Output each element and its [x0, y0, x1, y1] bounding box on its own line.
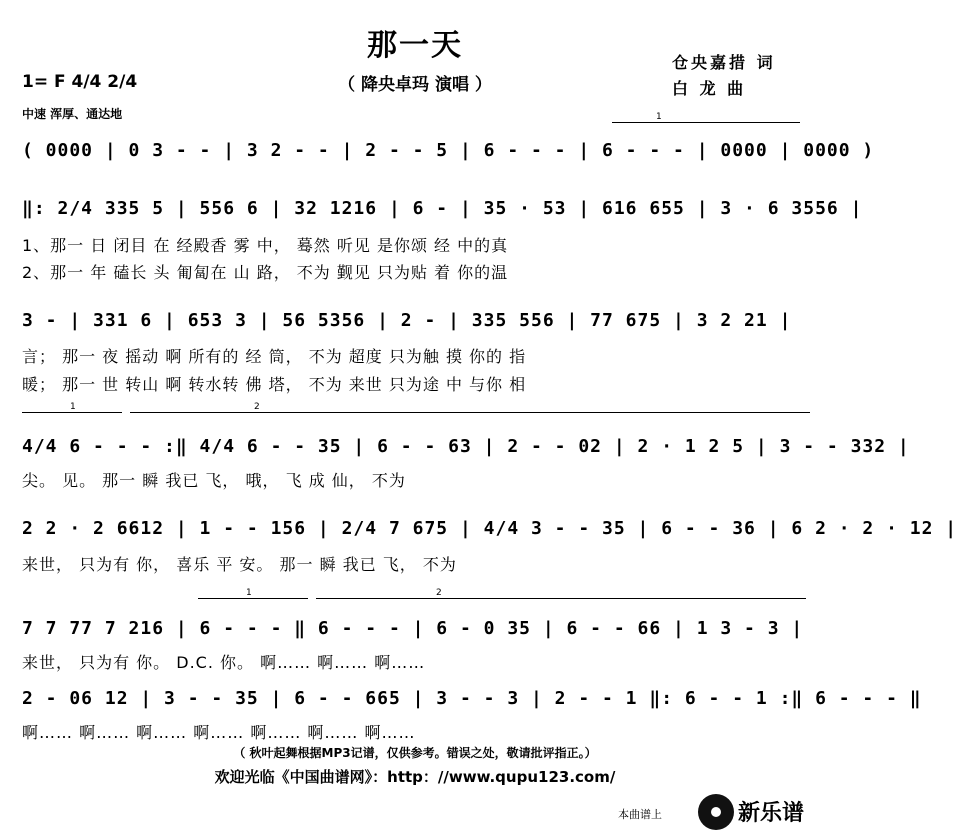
score-line: ( 0000 | 0 3 - - | 3 2 - - | 2 - - 5 | 6 - - - | 6 - - - | 0000 | 0000 ) — [22, 140, 875, 161]
performer: （ 降央卓玛 演唱 ） — [338, 75, 492, 95]
composer: 白 龙 曲 — [672, 79, 747, 98]
footer-text: 本曲谱上 — [618, 808, 662, 821]
repeat-label: 1 — [70, 402, 76, 412]
lyric-line: 来世， 只为有 你。 D.C. 你。 啊…… 啊…… 啊…… — [22, 653, 426, 672]
lyric-line: 2、那一 年 磕长 头 匍匐在 山 路， 不为 觐见 只为贴 着 你的温 — [22, 263, 509, 282]
lyric-line: 言； 那一 夜 摇动 啊 所有的 经 筒， 不为 超度 只为触 摸 你的 指 — [22, 347, 527, 366]
site-link[interactable]: 欢迎光临《中国曲谱网》：http：//www.qupu123.com/ — [214, 768, 616, 786]
score-line: 7 7 77 7 216 | 6 - - - ‖ 6 - - - | 6 - 0 35 | 6 - - 66 | 1 3 - 3 | — [22, 618, 804, 639]
lyricist: 仓央嘉措 词 — [672, 53, 776, 72]
repeat-bracket — [612, 122, 800, 124]
lyric-line: 来世， 只为有 你， 喜乐 平 安。 那一 瞬 我已 飞， 不为 — [22, 555, 457, 574]
repeat-bracket — [316, 598, 806, 600]
repeat-bracket — [22, 412, 122, 414]
tempo-marking: 中速 浑厚、通达地 — [22, 107, 123, 121]
repeat-label: 1 — [656, 112, 662, 122]
lyric-line: 啊…… 啊…… 啊…… 啊…… 啊…… 啊…… 啊…… — [22, 723, 416, 742]
lyric-line: 尖。 见。 那一 瞬 我已 飞， 哦， 飞 成 仙， 不为 — [22, 471, 406, 490]
repeat-label: 2 — [436, 588, 442, 598]
repeat-bracket — [198, 598, 308, 600]
score-line: 2 2 · 2 6612 | 1 - - 156 | 2/4 7 675 | 4/4 3 - - 35 | 6 - - 36 | 6 2 · 2 · 12 | — [22, 518, 957, 539]
lyric-line: 暖； 那一 世 转山 啊 转水转 佛 塔， 不为 来世 只为途 中 与你 相 — [22, 375, 527, 394]
transcription-note: （ 秋叶起舞根据MP3记谱，仅供参考。错误之处，敬请批评指正。） — [233, 746, 597, 760]
key-signature: 1= F 4/4 2/4 — [22, 72, 138, 92]
record-logo-center — [711, 807, 721, 817]
score-line: ‖: 2/4 335 5 | 556 6 | 32 1216 | 6 - | 35 · 53 | 616 655 | 3 · 6 3556 | — [22, 198, 863, 219]
song-title: 那一天 — [367, 28, 463, 63]
score-line: 2 - 06 12 | 3 - - 35 | 6 - - 665 | 3 - - 3 | 2 - - 1 ‖: 6 - - 1 :‖ 6 - - - ‖ — [22, 688, 922, 709]
score-line: 3 - | 331 6 | 653 3 | 56 5356 | 2 - | 335 556 | 77 675 | 3 2 21 | — [22, 310, 792, 331]
repeat-label: 2 — [254, 402, 260, 412]
score-line: 4/4 6 - - - :‖ 4/4 6 - - 35 | 6 - - 63 | 2 - - 02 | 2 · 1 2 5 | 3 - - 332 | — [22, 436, 910, 457]
repeat-bracket — [130, 412, 810, 414]
lyric-line: 1、那一 日 闭目 在 经殿香 雾 中， 蓦然 听见 是你颂 经 中的真 — [22, 236, 509, 255]
brand-name: 新乐谱 — [738, 801, 805, 826]
repeat-label: 1 — [246, 588, 252, 598]
